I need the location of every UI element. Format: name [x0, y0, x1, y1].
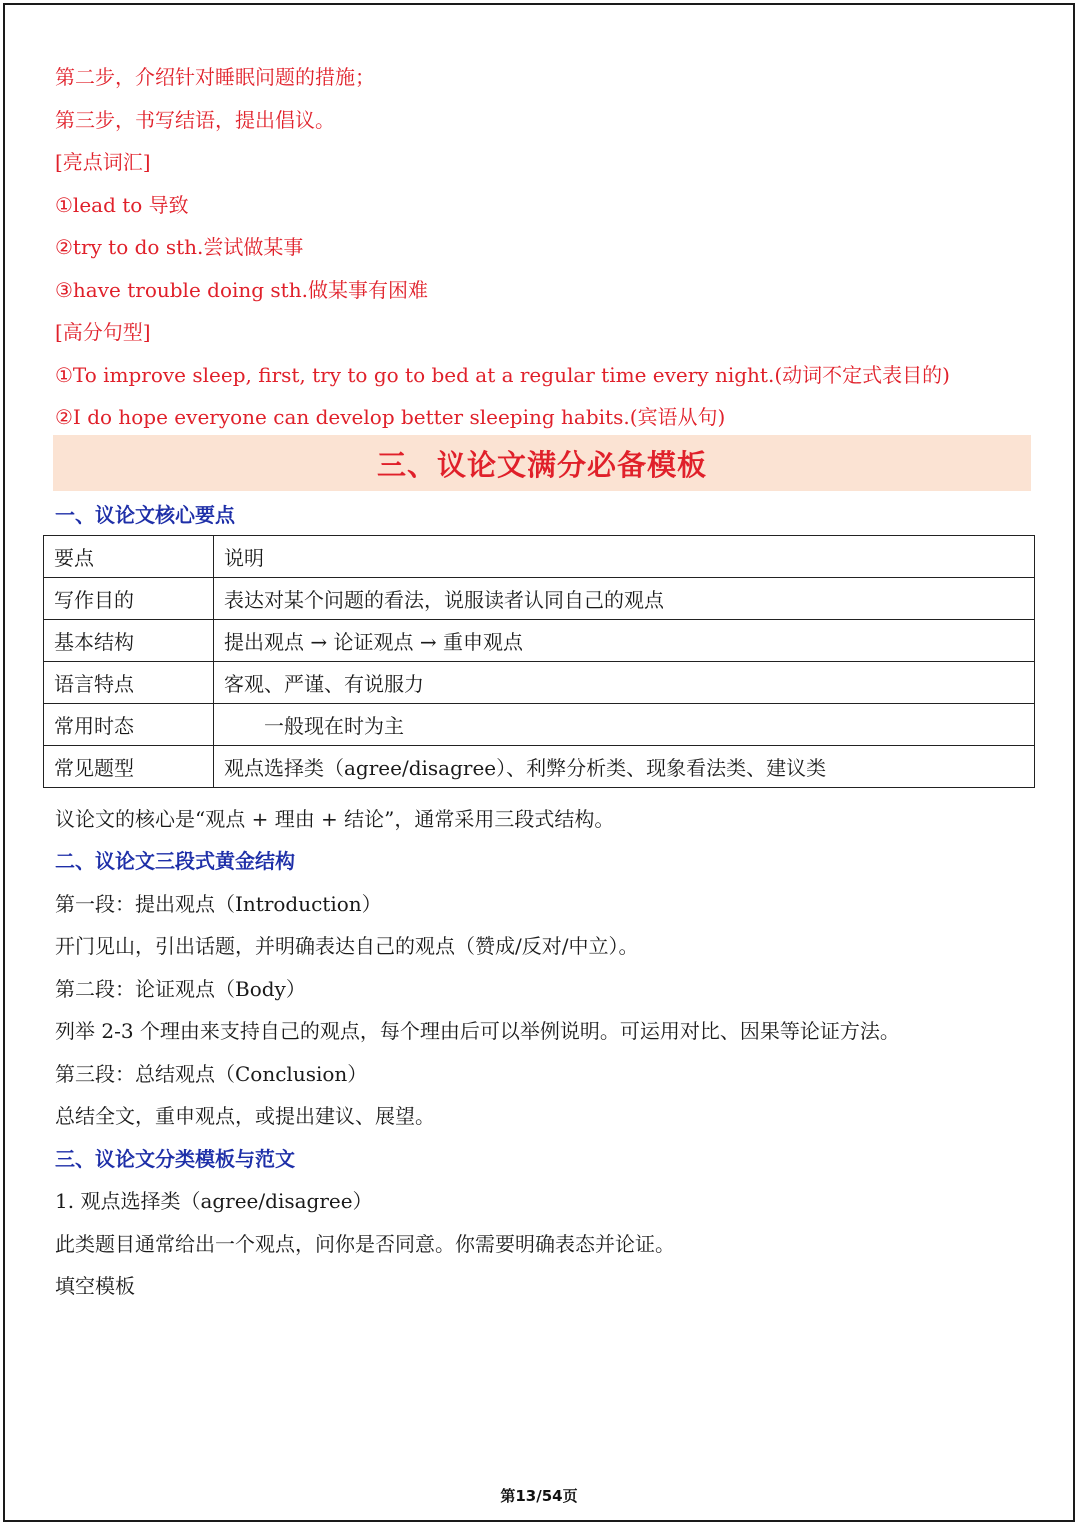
- template-label: 填空模板: [55, 1274, 135, 1298]
- key-points-table: [43, 535, 1035, 788]
- table-row: [44, 620, 1035, 662]
- section-3-heading: 三、议论文分类模板与范文: [55, 1147, 295, 1171]
- section-2-heading: 二、议论文三段式黄金结构: [55, 849, 295, 873]
- banner-title: 三、议论文满分必备模板: [376, 447, 707, 482]
- table-row: [44, 578, 1035, 620]
- table-cell: 客观、严谨、有说服力: [214, 662, 1035, 704]
- paragraph-3-desc: 总结全文，重申观点，或提出建议、展望。: [55, 1104, 435, 1128]
- table-row: [44, 704, 1035, 746]
- table-row: [44, 536, 1035, 578]
- document-page: [3, 3, 1075, 1522]
- table-cell: 表达对某个问题的看法，说服读者认同自己的观点: [214, 578, 1035, 620]
- step-three-line: 第三步，书写结语，提出倡议。: [55, 108, 335, 132]
- paragraph-2-title: 第二段：论证观点（Body）: [55, 977, 306, 1001]
- sentence-pattern-label: [高分句型]: [55, 320, 151, 344]
- table-cell: 观点选择类（agree/disagree）、利弊分析类、现象看法类、建议类: [214, 746, 1035, 788]
- paragraph-2-desc: 列举 2-3 个理由来支持自己的观点，每个理由后可以举例说明。可运用对比、因果等论证方法。: [55, 1019, 900, 1043]
- table-row: [44, 746, 1035, 788]
- paragraph-1-title: 第一段：提出观点（Introduction）: [55, 892, 382, 916]
- paragraph-3-title: 第三段：总结观点（Conclusion）: [55, 1062, 368, 1086]
- sentence-pattern-2: ②I do hope everyone can develop better sleeping habits.(宾语从句): [55, 405, 726, 429]
- table-cell: 一般现在时为主: [214, 704, 1035, 746]
- table-cell: 常用时态: [44, 704, 214, 746]
- highlight-vocab-label: [亮点词汇]: [55, 150, 151, 174]
- table-row: [44, 662, 1035, 704]
- paragraph-1-desc: 开门见山，引出话题，并明确表达自己的观点（赞成/反对/中立）。: [55, 934, 639, 958]
- vocab-item-3: ③have trouble doing sth.做某事有困难: [55, 278, 428, 302]
- vocab-item-1: ①lead to 导致: [55, 193, 189, 217]
- table-cell: 提出观点 → 论证观点 → 重申观点: [214, 620, 1035, 662]
- category-1-title: 1. 观点选择类（agree/disagree）: [55, 1189, 373, 1213]
- section-banner: [53, 435, 1031, 491]
- table-cell: 要点: [44, 536, 214, 578]
- table-cell: 基本结构: [44, 620, 214, 662]
- vocab-item-2: ②try to do sth.尝试做某事: [55, 235, 304, 259]
- section-1-heading: 一、议论文核心要点: [55, 503, 235, 527]
- step-two-line: 第二步，介绍针对睡眠问题的措施；: [55, 65, 375, 89]
- category-1-desc: 此类题目通常给出一个观点，问你是否同意。你需要明确表态并论证。: [55, 1232, 675, 1256]
- core-note: 议论文的核心是“观点 + 理由 + 结论”，通常采用三段式结构。: [55, 807, 615, 831]
- table-cell: 常见题型: [44, 746, 214, 788]
- table-cell: 语言特点: [44, 662, 214, 704]
- sentence-pattern-1: ①To improve sleep, first, try to go to bed at a regular time every night.(动词不定式表目的): [55, 363, 950, 387]
- table-cell: 说明: [214, 536, 1035, 578]
- page-number: 第13/54页: [500, 1487, 578, 1505]
- table-cell: 写作目的: [44, 578, 214, 620]
